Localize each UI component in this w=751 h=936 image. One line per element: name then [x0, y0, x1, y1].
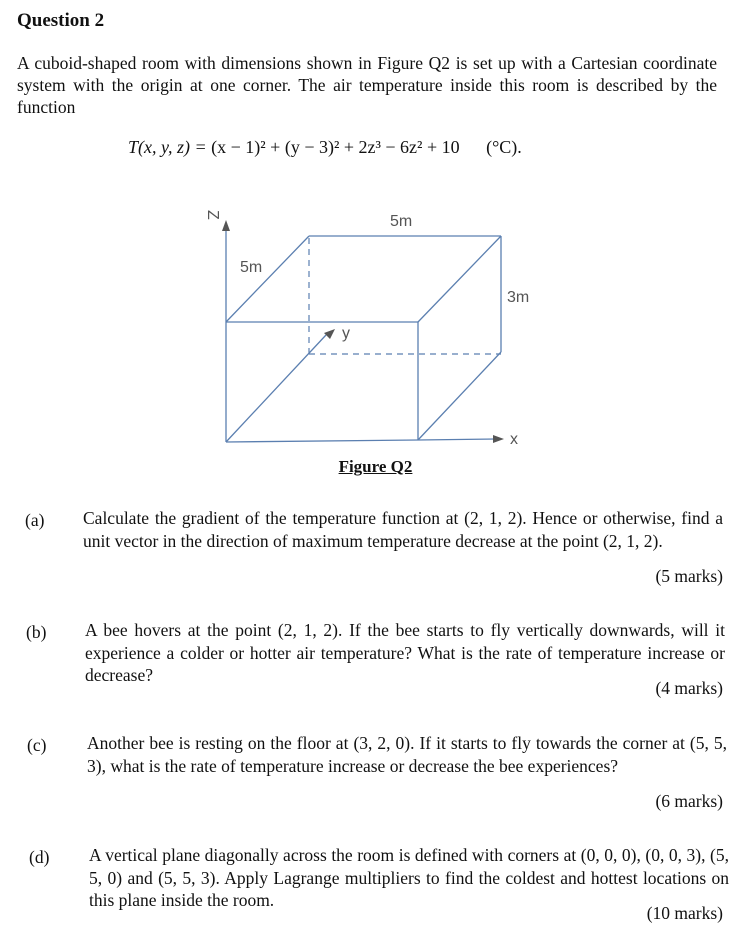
formula-lhs: T(x, y, z) = [128, 137, 212, 157]
part-d-marks: (10 marks) [646, 903, 723, 923]
x-axis-line [418, 439, 496, 440]
part-b-text: A bee hovers at the point (2, 1, 2). If the bee starts to fly vertically downwards, will it experience a colder or hotter air temperature? What is the rate of temperature increase or decrease? [85, 620, 725, 685]
part-d-text: A vertical plane diagonally across the room is defined with corners at (0, 0, 0), (0, 0, 3), (5, 5, 0) and (5, 5, 3). Apply Lagrange multipliers to find the coldest and hottest locations on this plane inside the room. [89, 845, 729, 910]
edge-floor-right [418, 352, 501, 440]
dimension-height-label: 3m [507, 289, 530, 306]
part-b-marks: (4 marks) [655, 678, 723, 698]
question-title: Question 2 [17, 10, 105, 31]
part-c-text: Another bee is resting on the floor at (3, 2, 0). If it starts to fly towards the corner at (5, 5, 3), what is the rate of temperature increase or decrease the bee experiences? [87, 733, 727, 776]
edge-floor-front [226, 440, 418, 442]
axis-x-label: x [510, 431, 518, 448]
intro-paragraph: A cuboid-shaped room with dimensions shown in Figure Q2 is set up with a Cartesian coordinate system with the origin at one corner. The air temperature inside this room is described by the function [17, 53, 717, 117]
part-c-label: (c) [27, 735, 47, 755]
dimension-top-label: 5m [390, 213, 413, 230]
formula-rhs: (x − 1)² + (y − 3)² + 2z³ − 6z² + 10 [211, 137, 460, 157]
formula-unit: (°C). [486, 137, 522, 157]
part-a-marks: (5 marks) [655, 566, 723, 586]
dimension-depth-label: 5m [240, 259, 263, 276]
edge-top-left [226, 236, 309, 322]
x-axis-arrow [493, 435, 504, 443]
z-axis-arrow [222, 220, 230, 231]
temperature-formula [128, 137, 522, 158]
axis-z-label: Z [204, 210, 221, 220]
edge-top-right [418, 236, 501, 322]
room-diagram [196, 202, 536, 452]
part-a-label: (a) [25, 510, 45, 530]
part-b-label: (b) [26, 622, 47, 642]
part-a-text: Calculate the gradient of the temperature function at (2, 1, 2). Hence or otherwise, find a unit vector in the direction of maximum temperature decrease at the point (2, 1, 2). [83, 508, 723, 551]
y-axis-line [226, 335, 326, 442]
figure-caption: Figure Q2 [338, 457, 413, 476]
y-axis-arrow [324, 329, 335, 339]
axis-y-label: y [342, 325, 350, 342]
part-d-label: (d) [29, 847, 50, 867]
part-c-marks: (6 marks) [655, 791, 723, 811]
